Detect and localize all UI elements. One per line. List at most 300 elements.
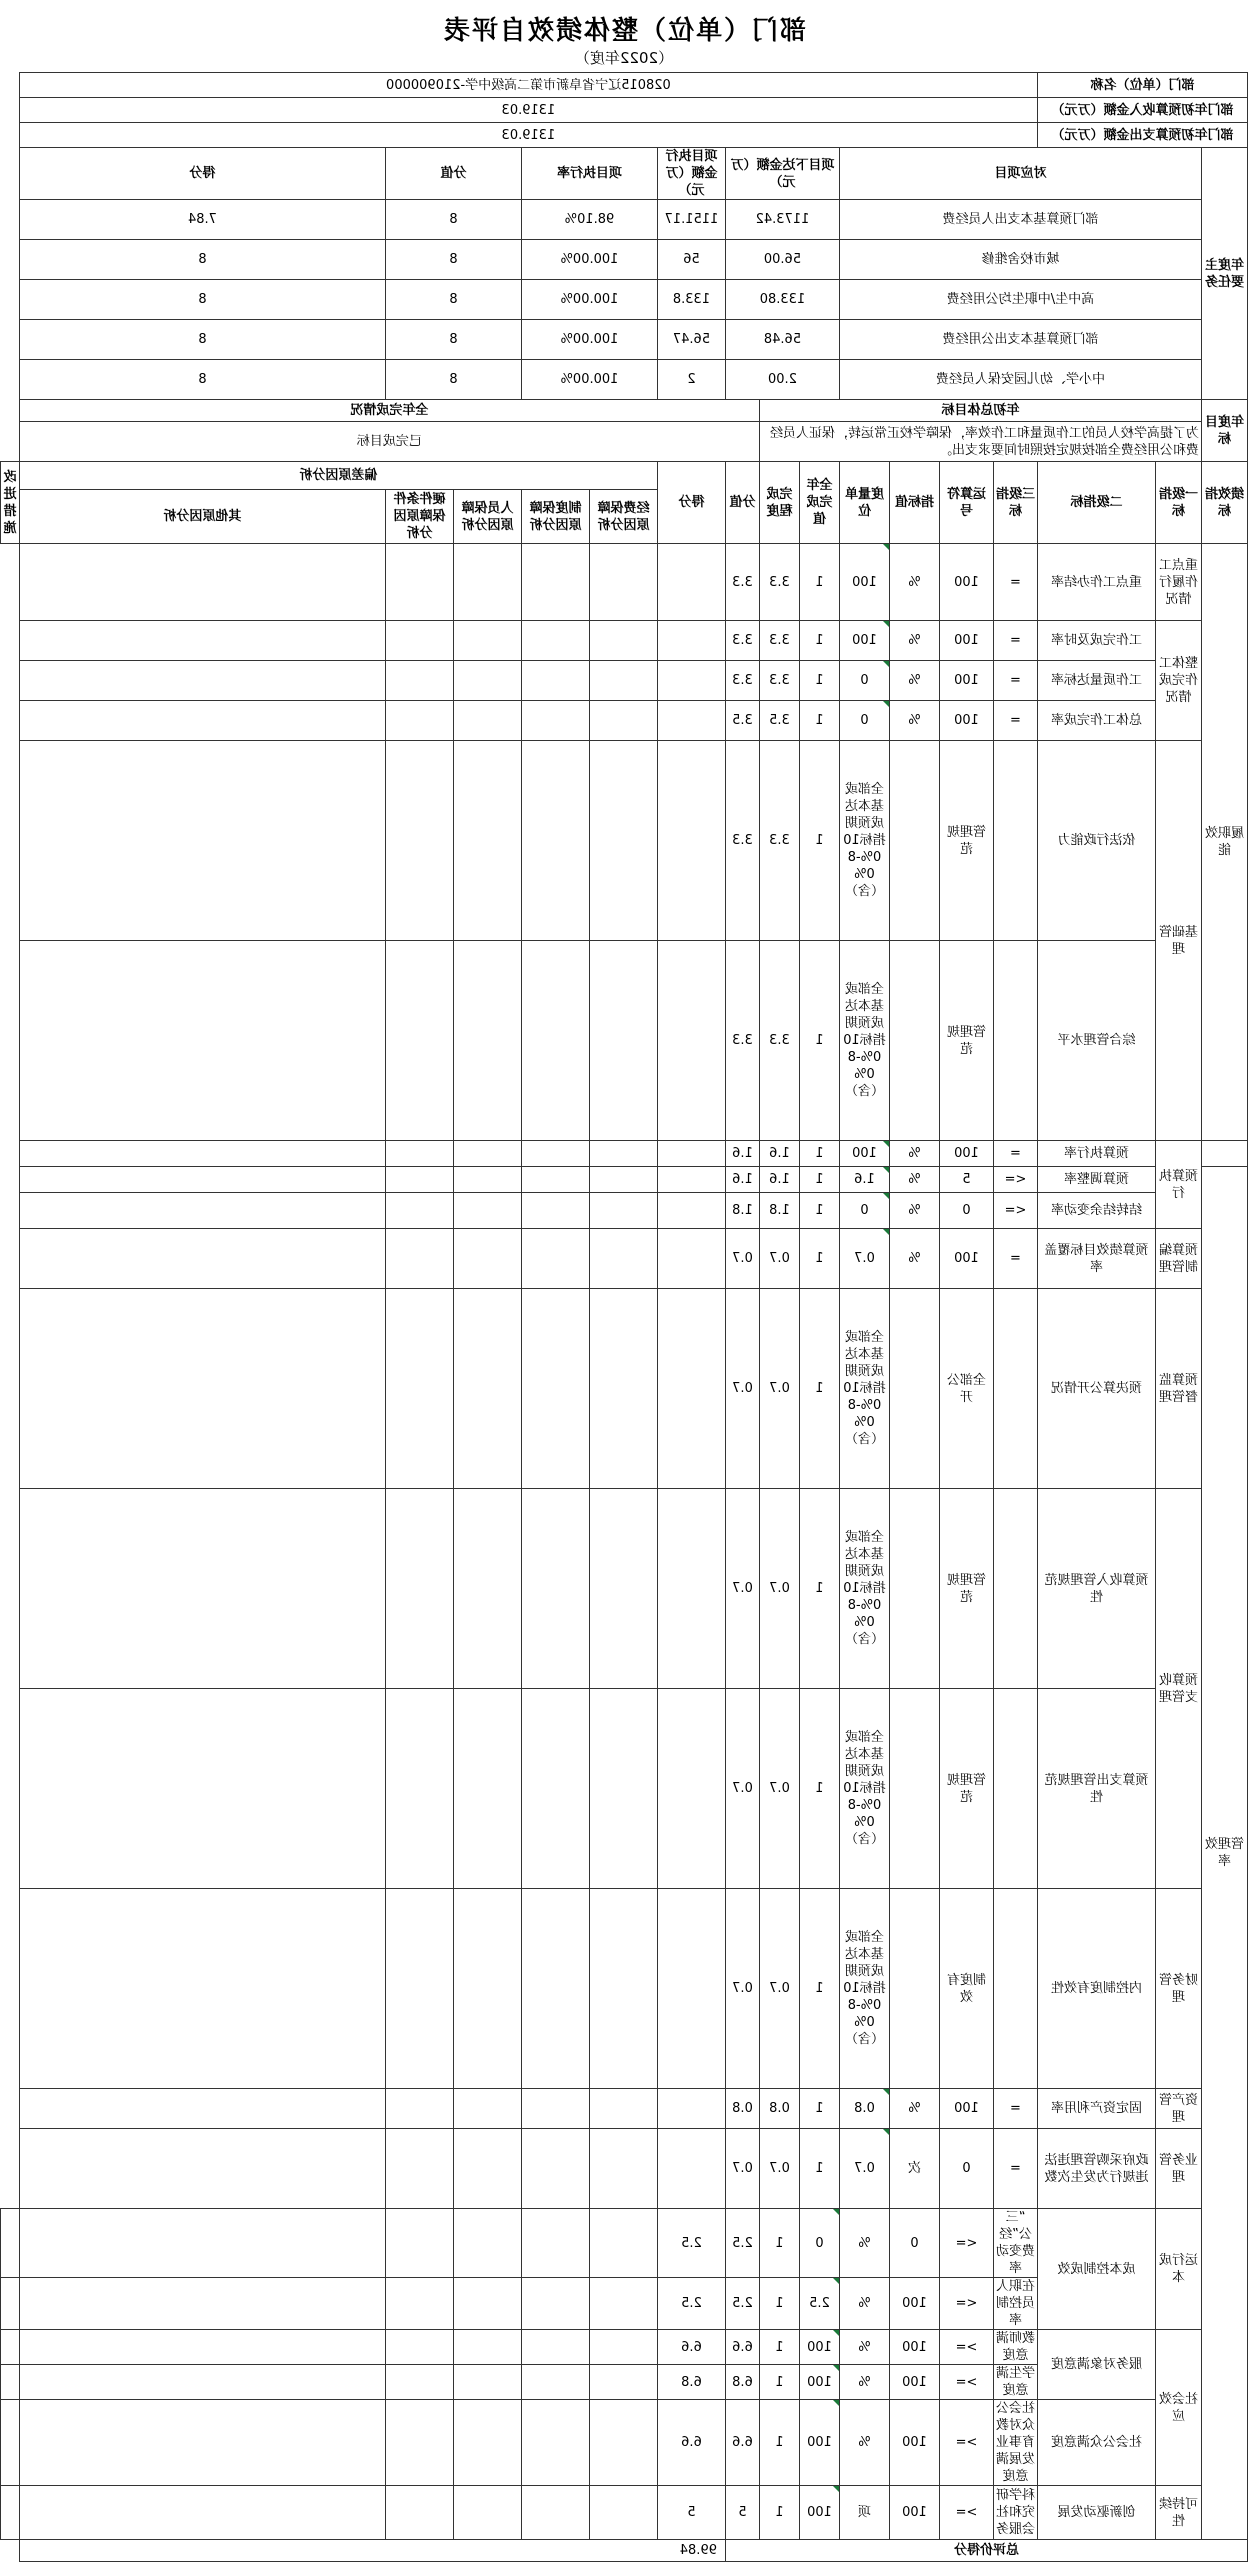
indicator-target: 管理规范 — [939, 741, 993, 941]
indicator-deviation — [453, 2400, 521, 2486]
task-row — [1, 200, 1248, 240]
indicator-score: 5 — [657, 2486, 725, 2540]
indicator-deviation — [521, 701, 589, 741]
indicator-unit: % — [839, 2330, 889, 2365]
indicator-deviation — [453, 701, 521, 741]
indicator-improve — [1, 2365, 20, 2400]
indicator-op: <= — [993, 1167, 1037, 1193]
indicator-improve — [19, 1689, 385, 1889]
indicator-l2: 整体工作完成情况 — [1156, 621, 1202, 741]
task-row — [1, 280, 1248, 320]
indicator-score: 3.3 — [725, 941, 759, 1141]
indicator-deviation — [589, 941, 657, 1141]
indicator-score: 1.6 — [725, 1141, 759, 1167]
indicator-deviation — [589, 1489, 657, 1689]
indicator-unit: % — [839, 2400, 889, 2486]
col-unit: 度量单位 — [839, 462, 889, 544]
col-deviation: 偏差原因分析 — [19, 462, 657, 490]
indicator-deviation — [657, 661, 725, 701]
indicator-actual: 0 — [839, 701, 889, 741]
task-rate: 100.00% — [521, 280, 657, 320]
indicator-actual: 全部或基本达成预期指标100%-80%（含） — [839, 1289, 889, 1489]
indicator-row — [1, 2209, 1248, 2278]
indicator-actual: 全部或基本达成预期指标100%-80%（含） — [839, 941, 889, 1141]
indicator-target: 100 — [939, 661, 993, 701]
indicator-score: 2.5 — [657, 2278, 725, 2330]
indicator-row — [1, 2129, 1248, 2209]
indicator-max: 1.8 — [759, 1193, 799, 1229]
col-l2: 二级指标 — [1037, 462, 1155, 544]
indicator-deviation — [19, 2330, 385, 2365]
indicator-deviation — [657, 941, 725, 1141]
indicator-improve — [19, 941, 385, 1141]
indicator-max: 3.3 — [759, 621, 799, 661]
indicator-deviation — [385, 621, 453, 661]
indicator-deviation — [589, 1167, 657, 1193]
indicator-deviation — [385, 1889, 453, 2089]
indicator-l3: 重点工作办结率 — [1037, 544, 1155, 621]
task-max: 8 — [385, 320, 521, 360]
indicator-deviation — [521, 1141, 589, 1167]
indicator-score: 3.3 — [725, 621, 759, 661]
indicator-degree: 1 — [799, 1193, 839, 1229]
indicator-actual: 0 — [839, 661, 889, 701]
indicator-actual: 100 — [839, 544, 889, 621]
indicator-l3: 预算支出管理规范性 — [1037, 1689, 1155, 1889]
indicator-deviation — [453, 2365, 521, 2400]
indicator-row — [1, 1889, 1248, 2089]
indicator-deviation — [657, 1193, 725, 1229]
indicator-improve — [1, 2486, 20, 2540]
indicator-max: 3.3 — [759, 544, 799, 621]
task-rate: 100.00% — [521, 240, 657, 280]
indicator-improve — [1, 2278, 20, 2330]
indicator-deviation — [521, 2089, 589, 2129]
indicator-unit — [889, 1489, 939, 1689]
indicator-target: 0 — [939, 2129, 993, 2209]
indicator-row — [1, 1193, 1248, 1229]
task-executed: 56.47 — [657, 320, 725, 360]
task-row — [1, 320, 1248, 360]
indicator-l2: 资产管理 — [1156, 2089, 1202, 2129]
indicator-deviation — [453, 1167, 521, 1193]
task-project: 部门预算基本支出公用经费 — [839, 320, 1201, 360]
indicator-row — [1, 2330, 1248, 2365]
indicator-deviation — [521, 2486, 589, 2540]
indicator-deviation — [453, 1193, 521, 1229]
indicator-deviation — [453, 2209, 521, 2278]
task-allocated: 133.80 — [725, 280, 839, 320]
indicator-deviation — [521, 661, 589, 701]
indicator-degree: 1 — [799, 1489, 839, 1689]
indicator-target: 100 — [889, 2400, 939, 2486]
page-title: 部门（单位）整体绩效自评表 — [442, 16, 807, 46]
indicator-improve — [19, 701, 385, 741]
indicator-deviation — [385, 2365, 453, 2400]
task-executed: 133.8 — [657, 280, 725, 320]
indicator-op — [993, 1889, 1037, 2089]
indicator-degree: 1 — [799, 621, 839, 661]
indicator-score: 3.3 — [725, 741, 759, 941]
indicator-op: <= — [939, 2209, 993, 2278]
indicator-target: 100 — [939, 2089, 993, 2129]
indicator-l3: 依法行政能力 — [1037, 741, 1155, 941]
col-score: 得分 — [657, 462, 725, 544]
indicator-unit — [889, 1289, 939, 1489]
col-improve: 改进措施 — [1, 462, 20, 544]
indicator-degree: 1 — [759, 2209, 799, 2278]
indicator-deviation — [589, 2400, 657, 2486]
indicator-deviation — [19, 2400, 385, 2486]
indicator-deviation — [657, 2089, 725, 2129]
indicator-row — [1, 2089, 1248, 2129]
task-allocated: 1173.42 — [725, 200, 839, 240]
indicator-l2: 重点工作履行情况 — [1156, 544, 1202, 621]
indicator-improve — [19, 2089, 385, 2129]
indicator-unit: 项 — [839, 2486, 889, 2540]
indicator-improve — [1, 2400, 20, 2486]
indicator-actual: 全部或基本达成预期指标100%-80%（含） — [839, 1689, 889, 1889]
indicator-rows — [1, 544, 1248, 2540]
indicator-actual: 100 — [799, 2400, 839, 2486]
indicator-deviation — [589, 1889, 657, 2089]
indicator-l3: 社会公众对教育事业发展满意度 — [993, 2400, 1037, 2486]
indicator-score: 0.7 — [725, 1889, 759, 2089]
indicator-unit — [889, 1889, 939, 2089]
indicator-deviation — [657, 1229, 725, 1289]
indicator-target: 100 — [889, 2365, 939, 2400]
indicator-op: <= — [993, 1193, 1037, 1229]
indicator-l2: 社会公众满意度 — [1037, 2400, 1155, 2486]
indicator-improve — [19, 1289, 385, 1489]
tasks-col-project: 对应项目 — [839, 148, 1201, 200]
indicator-degree: 1 — [799, 2129, 839, 2209]
indicator-improve — [19, 1193, 385, 1229]
indicator-l3: 工作完成及时率 — [1037, 621, 1155, 661]
indicator-l3: 综合管理水平 — [1037, 941, 1155, 1141]
indicator-target: 100 — [889, 2278, 939, 2330]
indicator-row — [1, 661, 1248, 701]
indicator-deviation — [521, 1167, 589, 1193]
task-executed: 56 — [657, 240, 725, 280]
indicator-unit: % — [889, 621, 939, 661]
indicator-l1 — [1202, 1141, 1248, 1167]
goal-text: 为了提高学校人员的工作质量和工作效率，保障学校正常运转，保证人员经费和公用经费全部按规定按照时间要求支出。 — [759, 422, 1201, 462]
indicator-target: 管理规范 — [939, 941, 993, 1141]
indicator-deviation — [589, 2365, 657, 2400]
indicator-op — [993, 941, 1037, 1141]
tasks-side-label: 年度主要任务 — [1202, 148, 1248, 400]
indicator-deviation — [385, 2089, 453, 2129]
indicator-l2: 基础管理 — [1156, 741, 1202, 1141]
indicator-l2: 预算执行 — [1156, 1141, 1202, 1229]
indicator-op: <= — [939, 2278, 993, 2330]
task-score: 7.84 — [19, 200, 385, 240]
indicator-deviation — [589, 701, 657, 741]
task-executed: 1151.17 — [657, 200, 725, 240]
task-project: 中小学、幼儿园安保人员经费 — [839, 360, 1201, 400]
indicator-deviation — [589, 1229, 657, 1289]
indicator-row — [1, 741, 1248, 941]
indicator-improve — [19, 1889, 385, 2089]
indicator-deviation — [385, 544, 453, 621]
task-max: 8 — [385, 240, 521, 280]
indicator-deviation — [589, 2278, 657, 2330]
indicator-deviation — [453, 1229, 521, 1289]
indicator-deviation — [385, 2129, 453, 2209]
indicator-deviation — [589, 741, 657, 941]
indicator-deviation — [453, 941, 521, 1141]
indicator-unit: % — [839, 2278, 889, 2330]
completion-text: 已完成目标 — [19, 422, 759, 462]
indicator-row — [1, 1141, 1248, 1167]
indicator-op: = — [993, 1141, 1037, 1167]
indicator-unit: % — [889, 661, 939, 701]
indicator-deviation — [385, 741, 453, 941]
indicator-deviation — [453, 1141, 521, 1167]
indicator-deviation — [453, 1889, 521, 2089]
indicator-op: = — [993, 1229, 1037, 1289]
indicator-improve — [19, 1141, 385, 1167]
goals-side-label: 年度目标 — [1202, 400, 1248, 462]
indicator-actual: 100 — [799, 2365, 839, 2400]
indicator-deviation — [385, 701, 453, 741]
indicator-improve — [19, 741, 385, 941]
indicator-deviation — [385, 2209, 453, 2278]
indicator-deviation — [521, 941, 589, 1141]
indicator-score: 6.8 — [657, 2365, 725, 2400]
indicator-score: 6.6 — [657, 2330, 725, 2365]
indicator-op — [993, 741, 1037, 941]
indicator-row — [1, 1289, 1248, 1489]
indicator-max: 0.8 — [759, 2089, 799, 2129]
indicator-l2: 业务管理 — [1156, 2129, 1202, 2209]
task-score: 8 — [19, 240, 385, 280]
indicator-target: 管理规范 — [939, 1489, 993, 1689]
indicator-l1: 履职效能 — [1202, 544, 1248, 1141]
indicator-unit: 次 — [889, 2129, 939, 2209]
indicator-degree: 1 — [759, 2486, 799, 2540]
indicator-l3: 教师满意度 — [993, 2330, 1037, 2365]
indicator-l2: 预算编制管理 — [1156, 1229, 1202, 1289]
indicator-deviation — [657, 621, 725, 661]
indicator-unit: % — [889, 2089, 939, 2129]
task-score: 8 — [19, 360, 385, 400]
task-score: 8 — [19, 320, 385, 360]
indicator-row — [1, 1229, 1248, 1289]
indicator-deviation — [19, 2486, 385, 2540]
indicator-degree: 1 — [799, 1167, 839, 1193]
indicator-row — [1, 621, 1248, 661]
indicator-unit: % — [889, 544, 939, 621]
indicator-target: 100 — [939, 1229, 993, 1289]
indicator-op: >= — [939, 2365, 993, 2400]
indicator-score: 1.8 — [725, 1193, 759, 1229]
indicator-actual: 0 — [799, 2209, 839, 2278]
indicator-degree: 1 — [759, 2330, 799, 2365]
indicator-degree: 1 — [799, 941, 839, 1141]
indicator-degree: 1 — [759, 2400, 799, 2486]
indicator-deviation — [385, 661, 453, 701]
indicator-deviation — [453, 2129, 521, 2209]
indicator-deviation — [453, 2486, 521, 2540]
indicator-deviation — [657, 1289, 725, 1489]
tasks-col-score: 得分 — [19, 148, 385, 200]
indicator-deviation — [589, 1141, 657, 1167]
col-target: 指标值 — [889, 462, 939, 544]
tasks-col-executed: 项目执行金额（万元） — [657, 148, 725, 200]
indicators-side-label: 绩效指标 — [1202, 462, 1248, 544]
dept-name-label: 部门（单位）名称 — [1037, 73, 1247, 98]
task-project: 城市校舍维修 — [839, 240, 1201, 280]
task-allocated: 56.00 — [725, 240, 839, 280]
indicator-deviation — [521, 1193, 589, 1229]
indicator-score: 3.3 — [725, 544, 759, 621]
indicator-op: = — [993, 544, 1037, 621]
indicator-target: 100 — [889, 2486, 939, 2540]
indicator-score: 2.5 — [657, 2209, 725, 2278]
col-dev-system: 制度保障原因分析 — [521, 490, 589, 544]
indicator-deviation — [385, 2278, 453, 2330]
task-rate: 100.00% — [521, 360, 657, 400]
indicator-op: = — [993, 661, 1037, 701]
indicator-target: 100 — [939, 544, 993, 621]
total-value: 99.84 — [19, 2540, 725, 2562]
indicator-deviation — [657, 741, 725, 941]
indicator-deviation — [385, 941, 453, 1141]
indicator-score: 1.6 — [725, 1167, 759, 1193]
indicator-deviation — [385, 1193, 453, 1229]
indicator-deviation — [589, 2486, 657, 2540]
indicator-max: 3.3 — [759, 741, 799, 941]
indicator-op: = — [993, 2129, 1037, 2209]
indicator-improve — [19, 661, 385, 701]
indicator-deviation — [589, 1289, 657, 1489]
indicator-actual: 100 — [839, 621, 889, 661]
indicator-degree: 1 — [799, 2089, 839, 2129]
indicator-target: 管理规范 — [939, 1689, 993, 1889]
indicator-degree: 1 — [799, 701, 839, 741]
indicator-l3: 总体工作完成率 — [1037, 701, 1155, 741]
indicator-unit: % — [839, 2365, 889, 2400]
indicator-actual: 全部或基本达成预期指标100%-80%（含） — [839, 1489, 889, 1689]
indicator-deviation — [19, 2278, 385, 2330]
indicator-deviation — [521, 2129, 589, 2209]
indicator-op — [993, 1689, 1037, 1889]
indicator-op — [993, 1289, 1037, 1489]
indicator-deviation — [657, 1689, 725, 1889]
indicator-l3: 预决算公开情况 — [1037, 1289, 1155, 1489]
col-op: 运算符号 — [939, 462, 993, 544]
goal-header: 年初总体目标 — [759, 400, 1201, 422]
indicator-actual: 1.6 — [839, 1167, 889, 1193]
task-max: 8 — [385, 200, 521, 240]
task-allocated: 2.00 — [725, 360, 839, 400]
indicator-row — [1, 1689, 1248, 1889]
indicator-unit: % — [889, 1229, 939, 1289]
col-max: 分值 — [725, 462, 759, 544]
indicator-deviation — [521, 741, 589, 941]
indicator-l3: 固定资产利用率 — [1037, 2089, 1155, 2129]
task-executed: 2 — [657, 360, 725, 400]
indicator-l3: 结转结余变动率 — [1037, 1193, 1155, 1229]
indicator-l3: 预算调整率 — [1037, 1167, 1155, 1193]
expense-value: 1319.03 — [19, 123, 1037, 148]
indicator-op: >= — [939, 2400, 993, 2486]
indicator-deviation — [385, 2486, 453, 2540]
indicator-deviation — [657, 701, 725, 741]
indicator-improve — [1, 2209, 20, 2278]
task-project: 部门预算基本支出人员经费 — [839, 200, 1201, 240]
indicator-actual: 全部或基本达成预期指标100%-80%（含） — [839, 1889, 889, 2089]
indicator-row — [1, 1167, 1248, 1193]
completion-header: 全年完成情况 — [19, 400, 759, 422]
indicator-degree: 1 — [799, 544, 839, 621]
indicator-score: 0.7 — [725, 1689, 759, 1889]
indicator-improve — [1, 2330, 20, 2365]
indicator-degree: 1 — [799, 741, 839, 941]
indicator-score: 3.5 — [725, 701, 759, 741]
col-dev-other: 其他原因分析 — [19, 490, 385, 544]
indicator-deviation — [521, 1689, 589, 1889]
indicator-op: >= — [939, 2486, 993, 2540]
indicator-deviation — [453, 2089, 521, 2129]
indicator-deviation — [589, 2129, 657, 2209]
indicator-deviation — [385, 1141, 453, 1167]
indicator-max: 2.5 — [725, 2278, 759, 2330]
indicator-target: 100 — [939, 701, 993, 741]
indicator-score: 0.7 — [725, 1229, 759, 1289]
indicator-row — [1, 2400, 1248, 2486]
indicator-degree: 1 — [759, 2278, 799, 2330]
indicator-deviation — [385, 2400, 453, 2486]
indicator-unit: % — [839, 2209, 889, 2278]
indicator-deviation — [521, 2330, 589, 2365]
indicator-deviation — [657, 1141, 725, 1167]
tasks-col-max: 分值 — [385, 148, 521, 200]
indicator-l3: 在职人员控制率 — [993, 2278, 1037, 2330]
col-l3: 三级指标 — [993, 462, 1037, 544]
indicator-l3: 预算绩效目标覆盖率 — [1037, 1229, 1155, 1289]
col-degree: 完成程度 — [759, 462, 799, 544]
indicator-deviation — [521, 1489, 589, 1689]
indicator-l3: 学生满意度 — [993, 2365, 1037, 2400]
task-max: 8 — [385, 280, 521, 320]
indicator-op: = — [993, 2089, 1037, 2129]
indicator-actual: 0.8 — [839, 2089, 889, 2129]
indicator-degree: 1 — [799, 1141, 839, 1167]
indicator-deviation — [657, 544, 725, 621]
indicator-degree: 1 — [799, 1689, 839, 1889]
indicator-improve — [19, 544, 385, 621]
indicator-l3: 政府采购管理违法违规行为发生次数 — [1037, 2129, 1155, 2209]
indicator-max: 2.5 — [725, 2209, 759, 2278]
indicator-degree: 1 — [799, 1229, 839, 1289]
indicator-op: = — [993, 701, 1037, 741]
indicator-l2: 财务管理 — [1156, 1889, 1202, 2089]
indicator-deviation — [19, 2209, 385, 2278]
indicator-row — [1, 941, 1248, 1141]
indicator-deviation — [589, 544, 657, 621]
task-row — [1, 240, 1248, 280]
task-rate: 100.00% — [521, 320, 657, 360]
indicator-deviation — [453, 1289, 521, 1489]
indicator-deviation — [521, 2209, 589, 2278]
indicator-unit: % — [889, 1141, 939, 1167]
indicator-l3: 工作质量达标率 — [1037, 661, 1155, 701]
indicator-actual: 0 — [839, 1193, 889, 1229]
indicator-deviation — [521, 1889, 589, 2089]
